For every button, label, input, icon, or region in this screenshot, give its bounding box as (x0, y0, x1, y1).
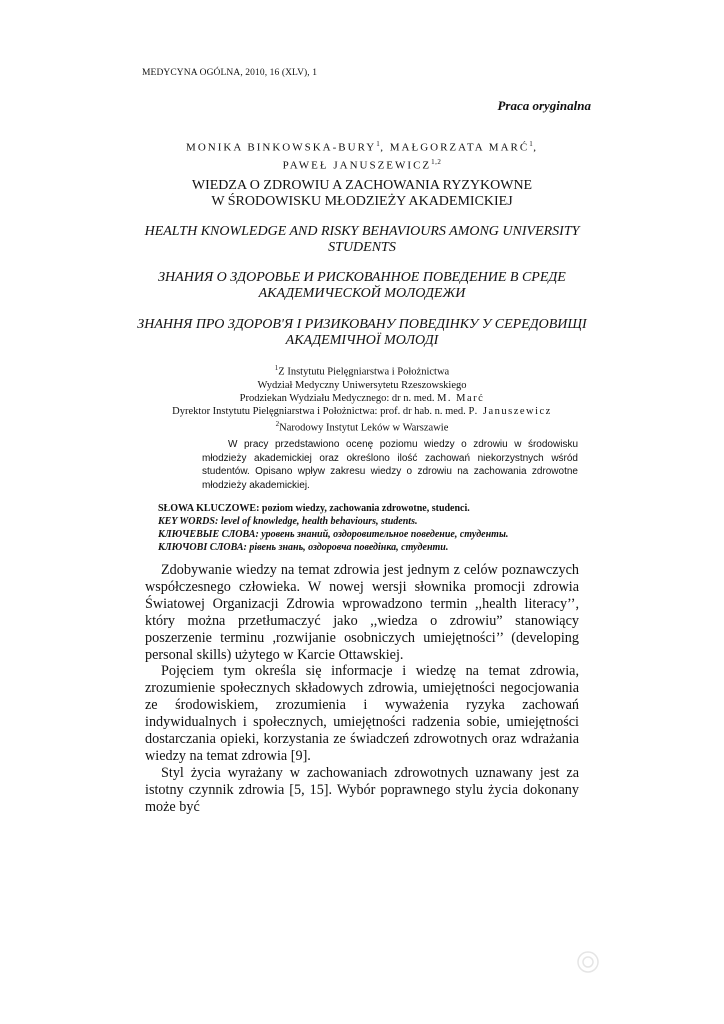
affiliations (130, 362, 594, 435)
title-ukrainian (130, 317, 594, 349)
affil-mark: 2 (275, 420, 280, 429)
abstract: W pracy przedstawiono ocenę poziomu wiedzy o zdrowiu w środowisku młodzieży akademickiej oraz określono ilość zachowań niekorzystnych wśród studentów. Opisano wpływ zakresu wiedzy o zdrowiu na zachowania zdrowotne młodzieży akademickiej. (202, 439, 578, 491)
author-affil-mark: 1 (376, 140, 381, 148)
paragraph: Zdobywanie wiedzy na temat zdrowia jest jednym z celów poznawczych współczesnego człowieka. W nowej wersji słownika promocji zdrowia Światowej Organizacji Zdrowia wprowadzono termin ,,health literacy’’, który można przetłumaczyć jako ,,wiedza o zdrowiu” stanowiący poszerzenie terminu ,rozwijanie osobniczych umiejętności’’ (developing personal skills) użytego w Karcie Ottawskiej. (145, 562, 579, 663)
authors: MONIKA BINKOWSKA-BURY$^1$, MAŁGORZATA MARĆ$^1$, PAWEŁ JANUSZEWICZ$^{1,2}$ (186, 140, 538, 172)
title-line: HEALTH KNOWLEDGE AND RISKY BEHAVIOURS AMONG UNIVERSITY (144, 224, 580, 239)
keywords-ukrainian: КЛЮЧОВІ СЛОВА: рівень знань, оздоровча поведінка, студенти. (158, 542, 449, 553)
affiliation-line: $^1$Z Instytutu Pielęgniarstwa i Położnictwa (274, 364, 450, 378)
title-english (130, 224, 594, 256)
article-type: Praca oryginalna (497, 98, 591, 113)
keywords-russian: КЛЮЧЕВЫЕ СЛОВА: уровень знаний, оздоровительное поведение, студенты. (158, 529, 509, 540)
title-russian (130, 270, 594, 302)
title-line: STUDENTS (328, 240, 396, 255)
affiliation-line: Prodziekan Wydziału Medycznego: dr n. med. M. Marć (239, 392, 485, 404)
paragraph: Pojęciem tym określa się informacje i wiedzę na temat zdrowia, zrozumienie społecznych składowych zdrowia, umiejętności negocjowania ze środowiskiem, zrozumienia i wyważenia ryzyka zachowań indywidualnych i społecznych, umiejętności radzenia sobie, umiejętności dostarczania opieki, korzystania ze świadczeń zdrowotnych oraz wdrażania wiedzy na temat zdrowia [9]. (145, 663, 579, 764)
author-affil-mark: 1,2 (431, 157, 442, 166)
title-line: АКАДЕМИЧЕСКОЙ МОЛОДЕЖИ (258, 286, 466, 301)
person-name: M. Marć (437, 392, 485, 404)
keywords-english: KEY WORDS: level of knowledge, health behaviours, students. (158, 516, 418, 527)
title-line: W ŚRODOWISKU MŁODZIEŻY AKADEMICKIEJ (211, 194, 513, 209)
title-line: WIEDZA O ZDROWIU A ZACHOWANIA RYZYKOWNE (191, 178, 533, 193)
author-name: PAWEŁ JANUSZEWICZ (282, 159, 432, 172)
title-polish (130, 178, 594, 210)
watermark-icon (576, 950, 600, 974)
title-line: ЗНАННЯ ПРО ЗДОРОВ'Я І РИЗИКОВАНУ ПОВЕДІНКУ У СЕРЕДОВИЩІ (137, 317, 587, 332)
person-name: P. Januszewicz (468, 406, 552, 418)
journal-header: MEDYCYNA OGÓLNA, 2010, 16 (XLV), 1 (142, 68, 318, 78)
title-line: ЗНАНИЯ О ЗДОРОВЬЕ И РИСКОВАННОЕ ПОВЕДЕНИЕ В СРЕДЕ (158, 270, 566, 285)
affiliation-line: Wydział Medyczny Uniwersytetu Rzeszowskiego (257, 379, 467, 391)
affiliation-line: $^2$Narodowy Instytut Leków w Warszawie (275, 420, 449, 434)
author-name: MONIKA BINKOWSKA-BURY (186, 141, 377, 154)
author-affil-mark: 1 (529, 140, 534, 148)
paragraph: Styl życia wyrażany w zachowaniach zdrowotnych uznawany jest za istotny czynnik zdrowia [5, 15]. Wybór poprawnego stylu życia dokonany może być (145, 764, 579, 815)
affil-mark: 1 (274, 364, 279, 372)
title-line: АКАДЕМІЧНОЇ МОЛОДІ (285, 333, 439, 348)
affiliation-line: Dyrektor Instytutu Pielęgniarstwa i Położnictwa: prof. dr hab. n. med. P. Januszewicz (172, 406, 552, 418)
body-text (145, 562, 579, 816)
author-name: MAŁGORZATA MARĆ (389, 141, 530, 154)
keywords-polish: SŁOWA KLUCZOWE: poziom wiedzy, zachowania zdrowotne, studenci. (158, 503, 470, 514)
